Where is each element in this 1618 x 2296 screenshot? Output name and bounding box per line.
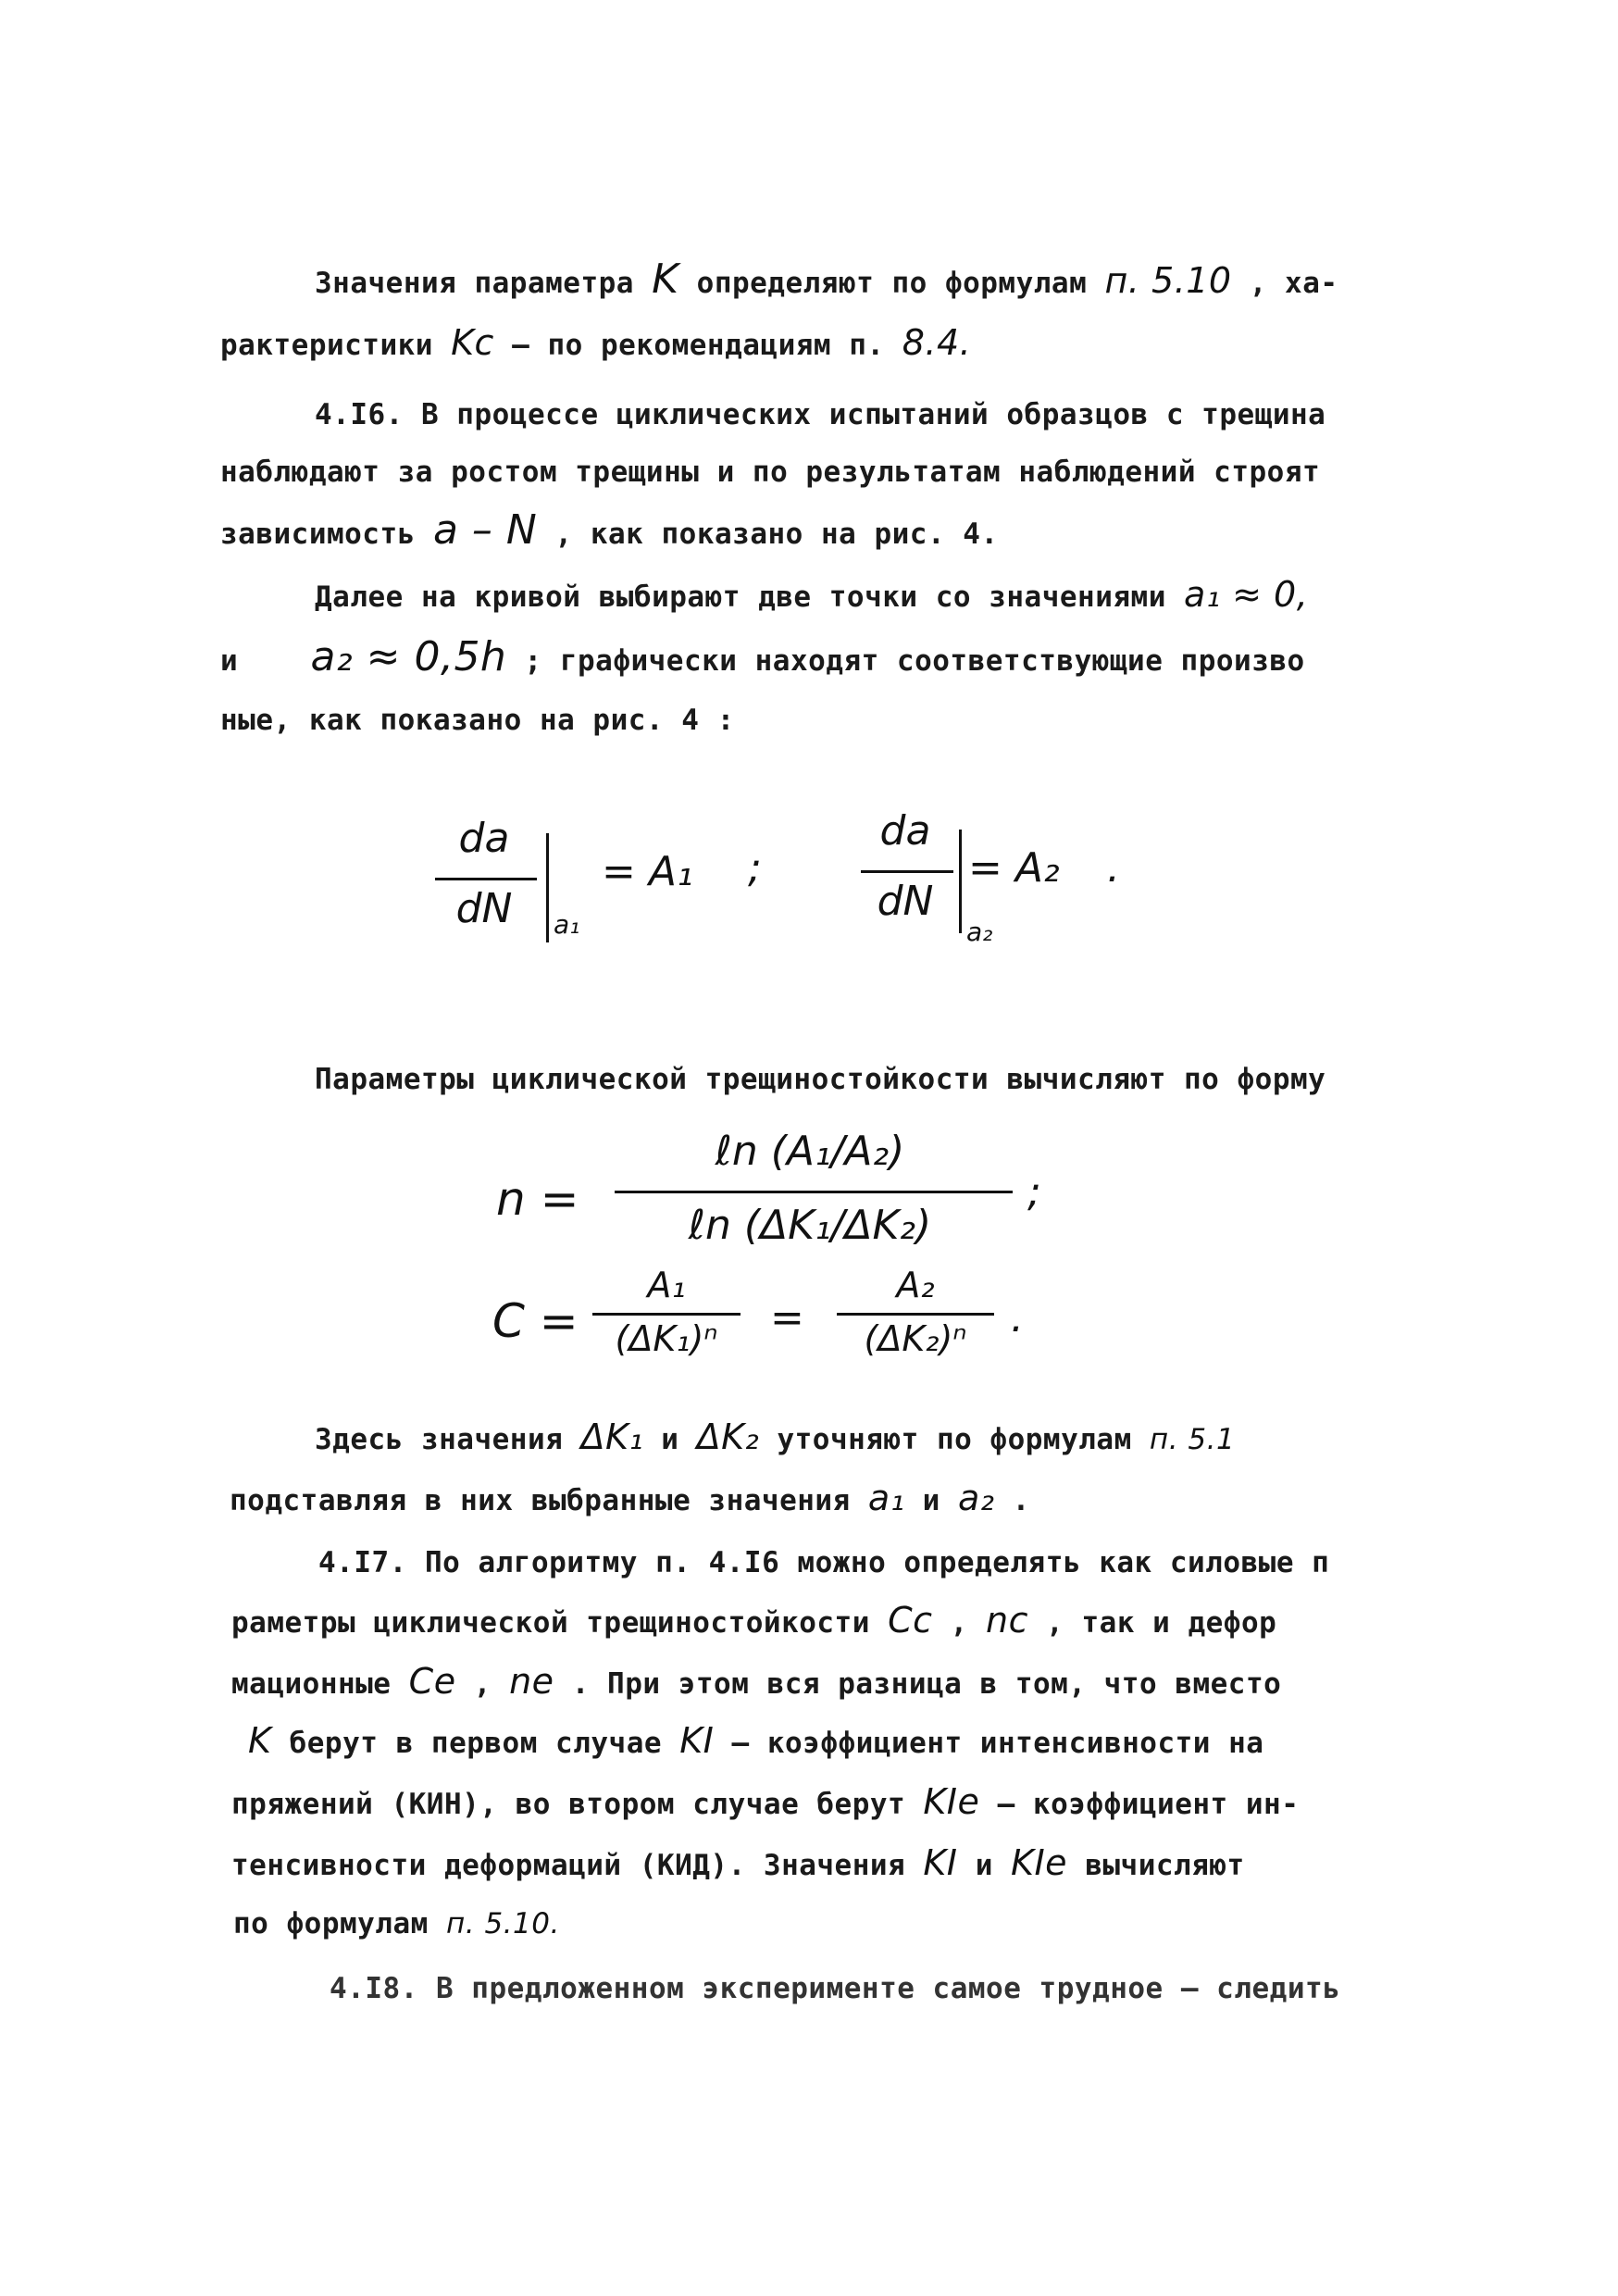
text: Далее на кривой выбирают две точки со значениями xyxy=(315,580,1166,614)
denominator: ℓn (ΔK₁/ΔK₂) xyxy=(688,1202,932,1249)
text: раметры циклической трещиностойкости xyxy=(231,1606,870,1640)
text: вычисляют xyxy=(1085,1849,1245,1882)
text: и xyxy=(922,1484,940,1517)
variable-KI: KI xyxy=(679,1720,715,1761)
text: ; графически находят соответствующие произво xyxy=(524,644,1305,678)
variable-ne: ne xyxy=(509,1661,554,1702)
eval-point: a₁ xyxy=(554,909,580,940)
text: 4.I6. В процессе циклических испытаний образцов с трещина xyxy=(315,398,1326,431)
variable-nc: nc xyxy=(986,1600,1028,1641)
variable-KI: KI xyxy=(923,1842,958,1883)
text: Здесь значения xyxy=(315,1423,564,1456)
text: наблюдают за ростом трещины и по результатам наблюдений строят xyxy=(220,455,1321,489)
text: мационные xyxy=(231,1667,392,1701)
text: . xyxy=(1012,1484,1030,1517)
variable-Kc: Kc xyxy=(451,322,494,363)
paragraph-line xyxy=(318,1544,1329,1581)
reference: п. 5.1 xyxy=(1149,1423,1236,1456)
paragraph-line xyxy=(231,1663,1281,1703)
text: и xyxy=(975,1849,993,1882)
separator: ; xyxy=(748,844,762,892)
text: 4.I8. В предложенном эксперименте самое трудное – следить xyxy=(330,1972,1341,2005)
variable-a2: a₂ ≈ 0,5h xyxy=(310,633,507,680)
text: – коэффициент интенсивности на xyxy=(731,1727,1264,1760)
denominator: (ΔK₂)ⁿ xyxy=(864,1318,967,1359)
paragraph-line xyxy=(315,1061,1326,1098)
text: берут в первом случае xyxy=(289,1727,663,1760)
fraction-line xyxy=(615,1191,1013,1193)
paragraph-line xyxy=(220,506,999,554)
end-mark: . xyxy=(1011,1294,1024,1341)
paragraph-line xyxy=(231,1844,1245,1884)
end-mark: . xyxy=(1107,844,1120,892)
equals: = xyxy=(770,1294,804,1341)
evaluation-bar xyxy=(959,830,962,933)
paragraph-line xyxy=(330,1970,1340,2007)
paragraph-line xyxy=(220,633,1305,680)
variable-KIe: KIe xyxy=(923,1781,980,1822)
text: уточняют по формулам xyxy=(777,1423,1132,1456)
fraction-line xyxy=(837,1313,994,1316)
denominator: dN xyxy=(877,878,934,925)
text: , как показано на рис. 4. xyxy=(554,518,999,551)
paragraph-line xyxy=(220,702,735,739)
text: определяют по формулам xyxy=(696,267,1088,300)
numerator: A₂ xyxy=(896,1265,935,1305)
lhs-c: C = xyxy=(492,1294,579,1348)
text: – по рекомендациям п. xyxy=(512,329,885,362)
rhs: = A₂ xyxy=(968,844,1060,892)
denominator: (ΔK₁)ⁿ xyxy=(615,1318,718,1359)
text: Параметры циклической трещиностойкости вычисляют по форму xyxy=(315,1063,1326,1096)
reference: п. 5.10 xyxy=(1104,260,1232,301)
text: , так и дефор xyxy=(1046,1606,1277,1640)
text: . При этом вся разница в том, что вместо xyxy=(571,1667,1282,1701)
fraction-line xyxy=(861,870,953,873)
variable-K: K xyxy=(248,1720,272,1761)
fraction-line xyxy=(435,878,537,880)
lhs-n: n = xyxy=(496,1172,579,1226)
text: тенсивности деформаций (КИД). Значения xyxy=(231,1849,906,1882)
variable-a2: a₂ xyxy=(957,1478,995,1518)
reference: п. 5.10. xyxy=(445,1907,560,1940)
paragraph-line xyxy=(231,1783,1299,1823)
paragraph-line xyxy=(315,256,1338,303)
variable-a1: a₁ ≈ 0, xyxy=(1184,574,1309,615)
paragraph-line xyxy=(315,576,1308,616)
text: пряжений (КИН), во втором случае берут xyxy=(231,1788,906,1821)
text: , xyxy=(950,1606,968,1640)
denominator: dN xyxy=(455,885,513,932)
variable-dK1: ΔK₁ xyxy=(580,1416,644,1457)
paragraph-line xyxy=(233,1905,560,1942)
text: рактеристики xyxy=(220,329,433,362)
variable-K: K xyxy=(652,256,679,303)
end-mark: ; xyxy=(1027,1168,1041,1216)
numerator: da xyxy=(458,815,510,862)
variable-a1: a₁ xyxy=(867,1478,905,1518)
reference: 8.4. xyxy=(902,322,972,363)
paragraph-line xyxy=(231,1602,1276,1641)
text: зависимость xyxy=(220,518,416,551)
variable-dK2: ΔK₂ xyxy=(696,1416,760,1457)
variable-Ce: Ce xyxy=(408,1661,456,1702)
text: , xyxy=(473,1667,492,1701)
variable-Cc: Cc xyxy=(888,1600,933,1641)
rhs: = A₁ xyxy=(602,848,693,895)
text: , ха- xyxy=(1249,267,1338,300)
text: ные, как показано на рис. 4 : xyxy=(220,704,735,737)
paragraph-line xyxy=(220,324,971,364)
eval-point: a₂ xyxy=(966,917,993,947)
variable-a-N: a – N xyxy=(432,506,538,554)
text: – коэффициент ин- xyxy=(997,1788,1300,1821)
variable-KIe: KIe xyxy=(1011,1842,1068,1883)
paragraph-line xyxy=(315,1418,1235,1458)
fraction-line xyxy=(592,1313,741,1316)
numerator: A₁ xyxy=(647,1265,686,1305)
paragraph-line xyxy=(220,454,1320,491)
text: по формулам xyxy=(233,1907,429,1940)
text: 4.I7. По алгоритму п. 4.I6 можно определять как силовые п xyxy=(318,1546,1330,1579)
evaluation-bar xyxy=(546,833,549,942)
text: и xyxy=(220,644,239,678)
numerator: da xyxy=(879,807,931,855)
text: и xyxy=(661,1423,679,1456)
paragraph-line xyxy=(315,396,1326,433)
text: Значения параметра xyxy=(315,267,634,300)
numerator: ℓn (A₁/A₂) xyxy=(715,1128,905,1175)
paragraph-line xyxy=(230,1479,1030,1519)
paragraph-line xyxy=(248,1722,1263,1762)
text: подставляя в них выбранные значения xyxy=(230,1484,851,1517)
